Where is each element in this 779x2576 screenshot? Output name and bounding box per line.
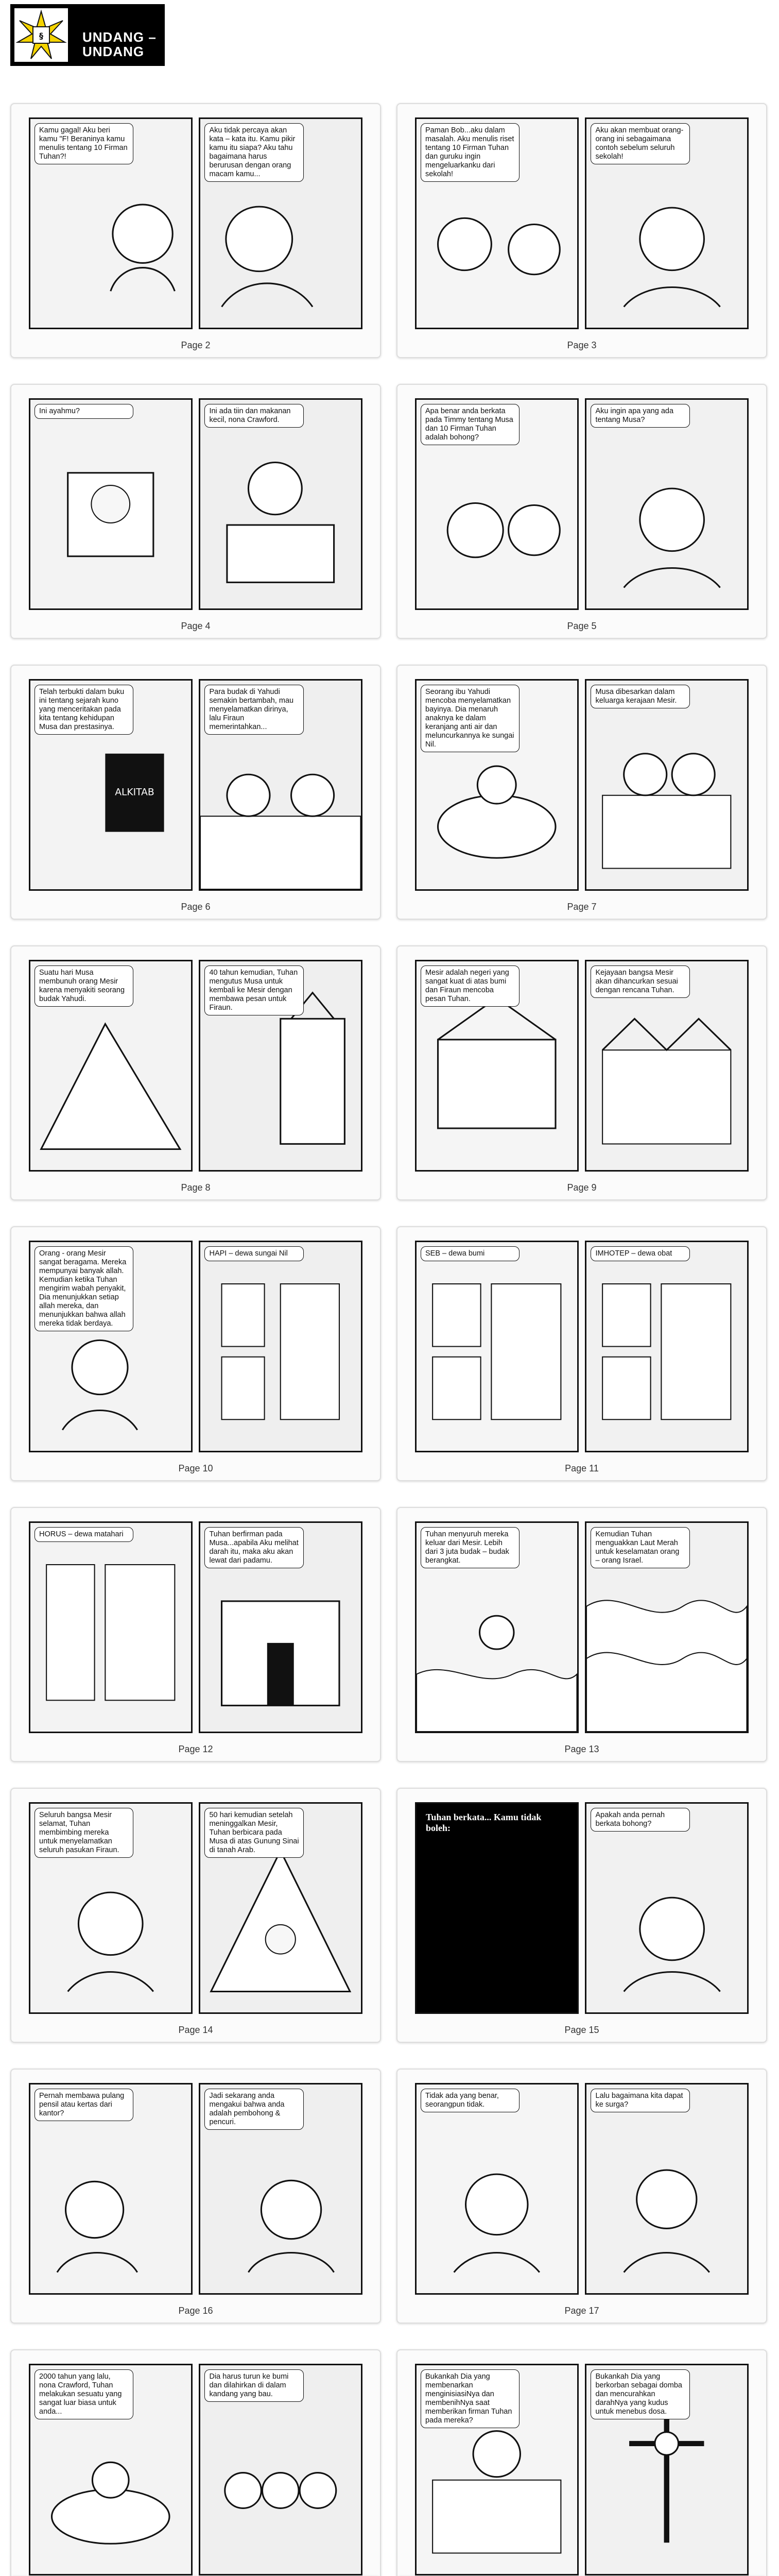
comic-panel: [29, 960, 193, 1172]
comic-frame: [29, 679, 362, 891]
commandments-line: [426, 1838, 568, 1846]
row-5: [5, 1226, 772, 1507]
page-14: [10, 1788, 381, 2043]
panel-art: [200, 400, 361, 608]
comic-panel: [199, 960, 362, 1172]
comic-frame: [29, 1802, 362, 2014]
comic-frame: [415, 1521, 749, 1733]
comic-panel: [415, 398, 579, 610]
speech-bubble: Mesir adalah negeri yang sangat kuat di atas bumi dan Firaun mencoba pesan Tuhan.: [421, 965, 520, 1007]
speech-bubble: Bukankah Dia yang berkorban sebagai domba dan mencurahkan darahNya yang kudus untuk menebus dosa.: [591, 2369, 689, 2419]
row-3: [5, 665, 772, 945]
panel-art: [417, 1242, 577, 1451]
page-label: Page 6: [181, 902, 211, 912]
speech-bubble: Seluruh bangsa Mesir selamat, Tuhan membimbing mereka untuk menyelamatkan seluruh pasukan Firaun.: [34, 1808, 133, 1858]
comic-frame: [415, 1802, 749, 2014]
comic-frame: [29, 2364, 362, 2575]
comic-frame: [415, 398, 749, 610]
comic-panel: [585, 960, 749, 1172]
page-15: [396, 1788, 767, 2043]
comic-panel: [29, 1521, 193, 1733]
comic-panel: [199, 679, 362, 891]
speech-bubble: Musa dibesarkan dalam keluarga kerajaan Mesir.: [591, 685, 689, 708]
comic-frame: [415, 960, 749, 1172]
speech-bubble: Kejayaan bangsa Mesir akan dihancurkan sesuai dengan rencana Tuhan.: [591, 965, 689, 998]
comic-panel: [585, 1802, 749, 2014]
comic-frame: [29, 1241, 362, 1452]
page-19: [396, 2349, 767, 2576]
speech-bubble: Tuhan menyuruh mereka keluar dari Mesir. Lebih dari 3 juta budak – budak berangkat.: [421, 1527, 520, 1568]
speech-bubble: Dia harus turun ke bumi dan dilahirkan di dalam kandang yang bau.: [204, 2369, 303, 2402]
comic-panel: [585, 117, 749, 329]
comic-panel: [585, 398, 749, 610]
speech-bubble: Bukankah Dia yang membenarkan menginisiasiNya dan membenihNya saat memberikan firman Tuhan pada mereka?: [421, 2369, 520, 2428]
row-7: [5, 1788, 772, 2069]
comic-panel: [199, 1241, 362, 1452]
speech-bubble: Apakah anda pernah berkata bohong?: [591, 1808, 689, 1832]
panel-art: [30, 400, 191, 608]
comic-panel: [29, 398, 193, 610]
starburst-logo: [14, 8, 68, 62]
comic-panel: [585, 1521, 749, 1733]
speech-bubble: Kemudian Tuhan menguakkan Laut Merah untuk keselamatan orang – orang Israel.: [591, 1527, 689, 1568]
page-label: Page 16: [178, 2306, 213, 2316]
comic-panel: [415, 679, 579, 891]
comic-panel: [199, 1521, 362, 1733]
speech-bubble: Jadi sekarang anda mengakui bahwa anda adalah pembohong & pencuri.: [204, 2089, 303, 2130]
svg-text:ALKITAB: ALKITAB: [115, 787, 154, 798]
speech-bubble: Telah terbukti dalam buku ini tentang sejarah kuno yang menceritakan pada kita tentang kehidupan Musa dan prestasinya.: [34, 685, 133, 735]
comic-panel: [585, 2364, 749, 2575]
page-3: [396, 103, 767, 358]
page-13: [396, 1507, 767, 1762]
row-6: [5, 1507, 772, 1788]
speech-bubble: Pernah membawa pulang pensil atau kertas dari kantor?: [34, 2089, 133, 2121]
row-1: [5, 103, 772, 384]
speech-bubble: HORUS – dewa matahari: [34, 1527, 133, 1542]
row-9: [5, 2349, 772, 2576]
comic-panel: [29, 679, 193, 891]
speech-bubble: Ini ada tiin dan makanan kecil, nona Crawford.: [204, 404, 303, 428]
page-6: [10, 665, 381, 920]
speech-bubble: Lalu bagaimana kita dapat ke surga?: [591, 2089, 689, 2112]
speech-bubble: Suatu hari Musa membunuh orang Mesir karena menyakiti seorang budak Yahudi.: [34, 965, 133, 1007]
comic-panel: [415, 2083, 579, 2295]
comic-frame: [29, 2083, 362, 2295]
page-label: Page 15: [564, 2025, 599, 2035]
panel-art: [586, 681, 747, 889]
page-5: [396, 384, 767, 639]
page-label: Page 11: [565, 1463, 599, 1473]
commandments-box: [417, 1804, 577, 2012]
page-label: Page 4: [181, 621, 211, 631]
page-title: UNDANG – UNDANG: [82, 29, 157, 59]
svg-text:§: §: [39, 31, 43, 41]
speech-bubble: Kamu gagal! Aku beri kamu "F! Beraninya kamu menulis tentang 10 Firman Tuhan?!: [34, 123, 133, 164]
speech-bubble: Tuhan berfirman pada Musa...apabila Aku melihat darah itu, maka aku akan lewat dari padamu.: [204, 1527, 303, 1568]
comic-panel: [585, 1241, 749, 1452]
panel-art: [200, 1242, 361, 1451]
speech-bubble: 50 hari kemudian setelah meninggalkan Mesir, Tuhan berbicara pada Musa di atas Gunung Sinai di tanah Arab.: [204, 1808, 303, 1858]
page-8: [10, 945, 381, 1200]
speech-bubble: Aku akan membuat orang-orang ini sebagaimana contoh sebelum seluruh sekolah!: [591, 123, 689, 164]
page-7: [396, 665, 767, 920]
comic-panel: [29, 1802, 193, 2014]
panel-art: [586, 1242, 747, 1451]
speech-bubble: 40 tahun kemudian, Tuhan mengutus Musa untuk kembali ke Mesir dengan membawa pesan untuk Firaun.: [204, 965, 303, 1015]
page-12: [10, 1507, 381, 1762]
row-8: [5, 2069, 772, 2349]
comic-panel: [415, 1521, 579, 1733]
comic-panel: [199, 117, 362, 329]
comic-panel: [585, 679, 749, 891]
comic-panel: [415, 2364, 579, 2575]
comic-panel: [199, 398, 362, 610]
comic-panel: [29, 1241, 193, 1452]
page-17: [396, 2069, 767, 2324]
page-label: Page 9: [567, 1182, 597, 1193]
page-label: Page 13: [564, 1744, 599, 1754]
panel-art: [30, 1523, 191, 1732]
comic-panel: [199, 2083, 362, 2295]
panel-art: [417, 2084, 577, 2293]
comic-frame: [415, 1241, 749, 1452]
speech-bubble: Orang - orang Mesir sangat beragama. Mereka mempunyai banyak allah. Kemudian ketika Tuhan mengirim wabah penyakit, Dia menunjukkan setiap allah mereka, dan menunjukkan bahwa allah mereka tidak berdaya.: [34, 1246, 133, 1331]
comic-frame: [415, 679, 749, 891]
page-16: [10, 2069, 381, 2324]
page-18: [10, 2349, 381, 2576]
page-label: Page 7: [567, 902, 597, 912]
speech-bubble: 2000 tahun yang lalu, nona Crawford, Tuhan melakukan sesuatu yang sangat luar biasa untuk anda...: [34, 2369, 133, 2419]
page-label: Page 5: [567, 621, 597, 631]
comic-panel: [199, 1802, 362, 2014]
row-2: [5, 384, 772, 665]
page-label: Page 14: [178, 2025, 213, 2035]
panel-art: [586, 400, 747, 608]
page-label: Page 3: [567, 340, 597, 350]
page-4: [10, 384, 381, 639]
comic-panel: [29, 2083, 193, 2295]
page-9: [396, 945, 767, 1200]
page-11: [396, 1226, 767, 1481]
page-10: [10, 1226, 381, 1481]
speech-bubble: Tidak ada yang benar, seorangpun tidak.: [421, 2089, 520, 2112]
comic-frame: [415, 2364, 749, 2575]
page-label: Page 10: [178, 1463, 213, 1473]
speech-bubble: Seorang ibu Yahudi mencoba menyelamatkan bayinya. Dia menaruh anaknya ke dalam keranjang anti air dan meluncurkannya ke sungai Nil.: [421, 685, 520, 752]
speech-bubble: Paman Bob...aku dalam masalah. Aku menulis riset tentang 10 Firman Tuhan dan guruku ingin mengeluarkanku dari sekolah!: [421, 123, 520, 182]
comic-panel: [29, 117, 193, 329]
panel-art: [586, 1804, 747, 2012]
speech-bubble: SEB – dewa bumi: [421, 1246, 520, 1261]
speech-bubble: Aku ingin apa yang ada tentang Musa?: [591, 404, 689, 428]
commandments-title: Tuhan berkata... Kamu tidak boleh:: [426, 1812, 542, 1833]
panel-art: [586, 2084, 747, 2293]
comic-panel: [415, 960, 579, 1172]
page-label: Page 8: [181, 1182, 211, 1193]
comic-frame: [29, 117, 362, 329]
comic-frame: [415, 117, 749, 329]
page-label: Page 17: [564, 2306, 599, 2316]
comic-frame: [29, 1521, 362, 1733]
speech-bubble: Para budak di Yahudi semakin bertambah, mau menyelamatkan dirinya, lalu Firaun memerintahkan...: [204, 685, 303, 735]
comic-panel: [415, 1241, 579, 1452]
page-2: [10, 103, 381, 358]
starburst-icon: [14, 8, 68, 62]
header-banner: [10, 4, 165, 66]
comic-frame: [29, 960, 362, 1172]
page-label: Page 12: [178, 1744, 213, 1754]
speech-bubble: Apa benar anda berkata pada Timmy tentang Musa dan 10 Firman Tuhan adalah bohong?: [421, 404, 520, 445]
comic-panel: [29, 2364, 193, 2575]
speech-bubble: IMHOTEP – dewa obat: [591, 1246, 689, 1261]
comic-panel: [415, 117, 579, 329]
comic-frame: [415, 2083, 749, 2295]
speech-bubble: Aku tidak percaya akan kata – kata itu. Kamu pikir kamu itu siapa? Aku tahu bagaimana harus berurusan dengan orang macam kamu...: [204, 123, 303, 182]
speech-bubble: HAPI – dewa sungai Nil: [204, 1246, 303, 1261]
row-4: [5, 945, 772, 1226]
comic-panel: [415, 1802, 579, 2014]
page-label: Page 2: [181, 340, 211, 350]
comic-panel: [199, 2364, 362, 2575]
comic-frame: [29, 398, 362, 610]
comic-panel: [585, 2083, 749, 2295]
speech-bubble: Ini ayahmu?: [34, 404, 133, 419]
